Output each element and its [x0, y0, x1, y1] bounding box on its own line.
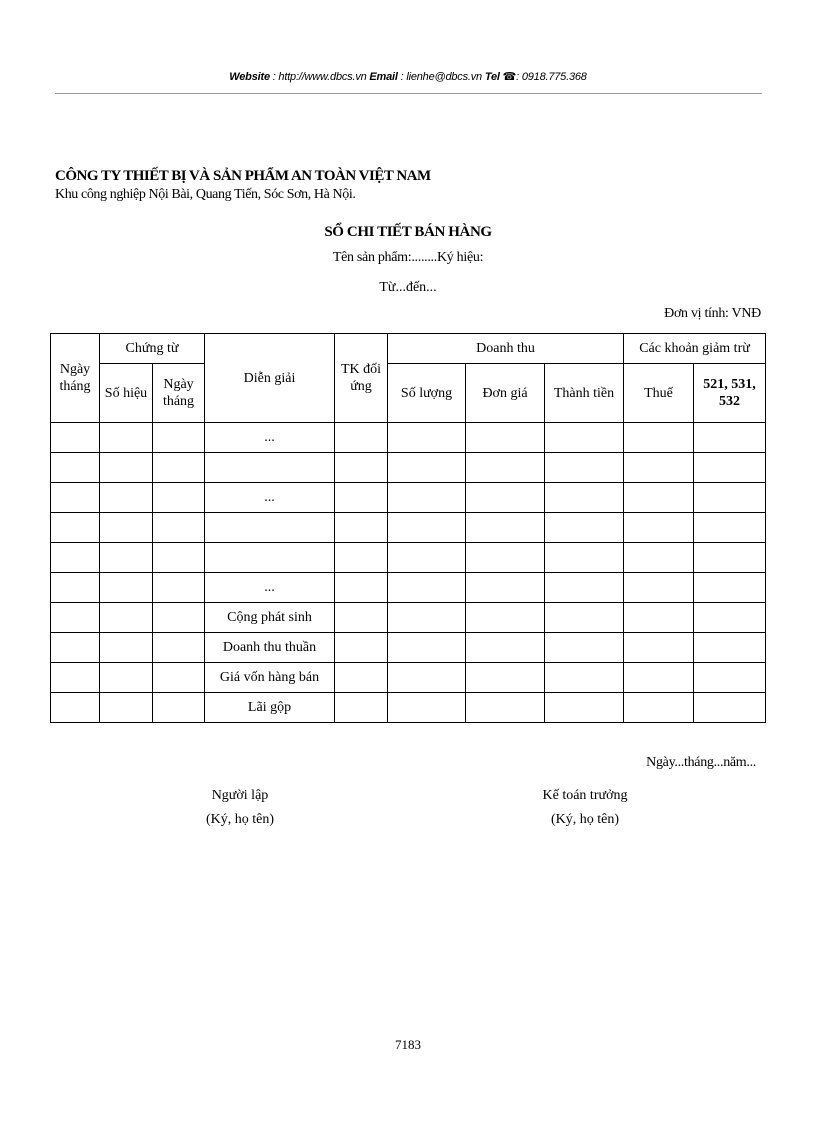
header-doanh-thu: Doanh thu — [388, 334, 624, 364]
document-period: Từ...đến... — [379, 280, 437, 295]
signature-date-line: Ngày...tháng...năm... — [646, 755, 756, 770]
header-chung-tu: Chứng từ — [100, 334, 205, 364]
accountant-title: Kế toán trưởng — [542, 788, 628, 803]
table-row — [51, 453, 766, 483]
email-value[interactable]: : lienhe@dbcs.vn — [400, 71, 482, 83]
tel-value: : 0918.775.368 — [516, 71, 587, 83]
preparer-title: Người lập — [211, 788, 269, 803]
telephone-icon: ☎ — [502, 71, 517, 83]
header-tk-doi-ung: TK đối ứng — [335, 334, 388, 423]
preparer-signature-block — [160, 784, 320, 832]
website-value[interactable]: : http://www.dbcs.vn — [272, 71, 367, 83]
document-subtitle: Tên sản phẩm:........Ký hiệu: — [332, 250, 484, 265]
header-giam-tru: Các khoản giảm trừ — [624, 334, 766, 364]
header-dien-giai: Diễn giải — [205, 334, 335, 423]
table-row — [51, 513, 766, 543]
row-dien-giai — [205, 453, 335, 483]
accountant-signature-block — [505, 784, 665, 832]
table-row — [51, 663, 766, 693]
table-row — [51, 693, 766, 723]
table-row — [51, 423, 766, 453]
row-dien-giai — [205, 543, 335, 573]
header-don-gia: Đơn giá — [466, 364, 545, 423]
row-dien-giai: Lãi gộp — [205, 693, 335, 723]
email-label: Email — [369, 71, 398, 83]
table-row — [51, 603, 766, 633]
page-number: 7183 — [395, 1037, 421, 1052]
row-dien-giai: Giá vốn hàng bán — [205, 663, 335, 693]
table-row — [51, 633, 766, 663]
tel-label: Tel — [484, 71, 500, 83]
header-divider — [55, 93, 762, 94]
header-thanh-tien: Thành tiền — [545, 364, 624, 423]
preparer-note: (Ký, họ tên) — [205, 812, 275, 827]
row-dien-giai — [205, 513, 335, 543]
company-address: Khu công nghiệp Nội Bài, Quang Tiến, Sóc Sơn, Hà Nội. — [55, 187, 356, 202]
row-dien-giai: ... — [205, 423, 335, 453]
header-so-luong: Số lượng — [388, 364, 466, 423]
header-tk-521: 521, 531, 532 — [694, 364, 766, 423]
website-label: Website — [229, 71, 270, 83]
table-row — [51, 543, 766, 573]
sales-ledger-table — [50, 333, 766, 723]
row-dien-giai: ... — [205, 483, 335, 513]
table-row — [51, 483, 766, 513]
document-title: SỔ CHI TIẾT BÁN HÀNG — [324, 224, 492, 240]
page-header — [0, 70, 816, 83]
row-dien-giai: Cộng phát sinh — [205, 603, 335, 633]
accountant-note: (Ký, họ tên) — [550, 812, 620, 827]
row-dien-giai: Doanh thu thuần — [205, 633, 335, 663]
currency-unit: Đơn vị tính: VNĐ — [664, 306, 761, 321]
row-dien-giai: ... — [205, 573, 335, 603]
header-ngay-thang: Ngày tháng — [51, 334, 100, 423]
table-row — [51, 573, 766, 603]
header-ngay-thang-sub: Ngày tháng — [153, 364, 205, 423]
company-name: CÔNG TY THIẾT BỊ VÀ SẢN PHẨM AN TOÀN VIỆT NAM — [55, 168, 431, 184]
header-so-hieu: Số hiệu — [100, 364, 153, 423]
header-thue: Thuế — [624, 364, 694, 423]
